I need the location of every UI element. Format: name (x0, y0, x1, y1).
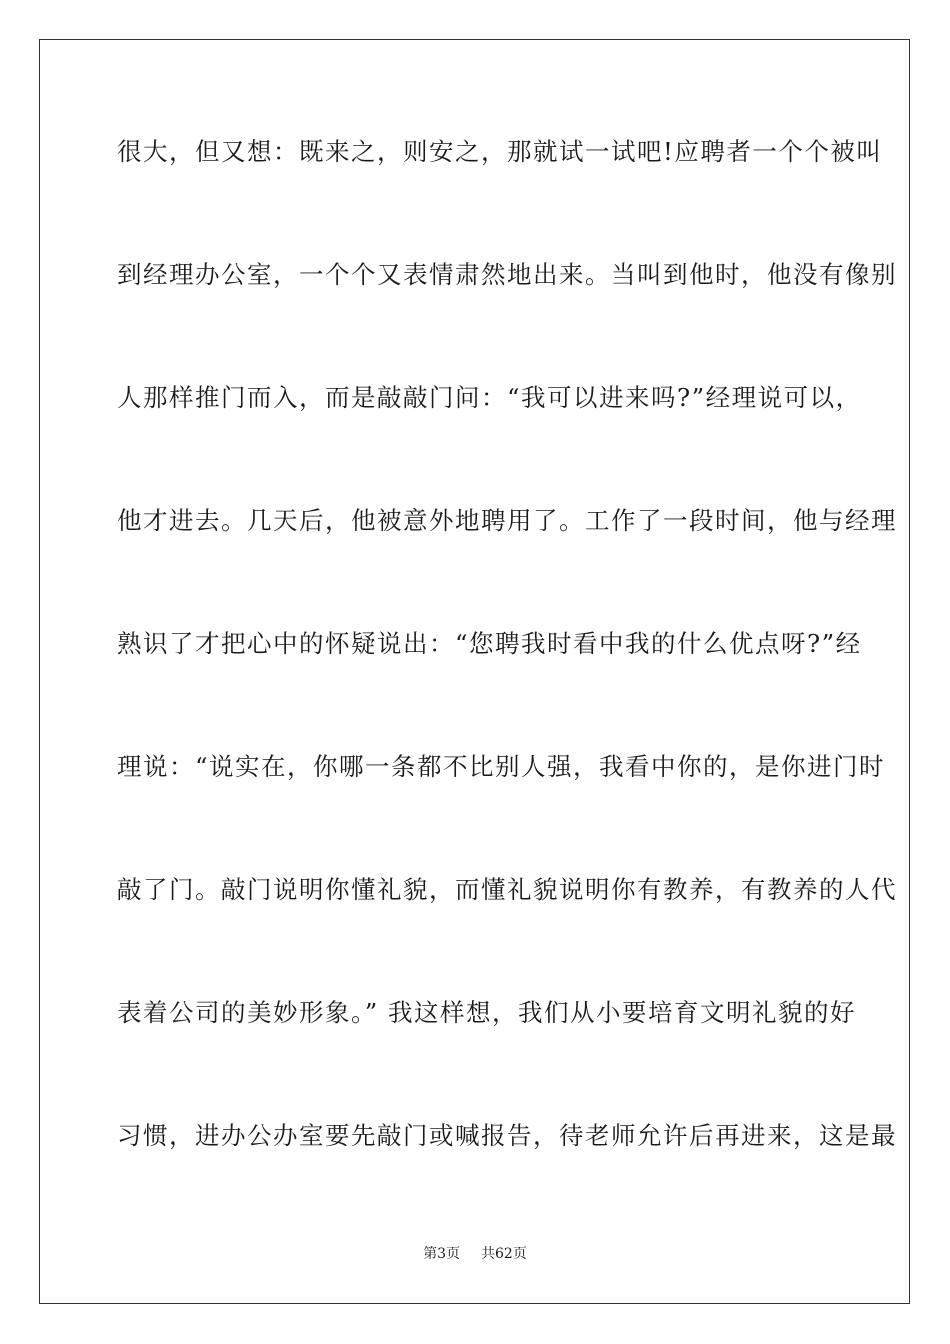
paragraph-line: 到经理办公室，一个个又表情肃然地出来。当叫到他时，他没有像别 (117, 260, 897, 289)
paragraph-line: 敲了门。敲门说明你懂礼貌，而懂礼貌说明你有教养，有教养的人代 (117, 875, 897, 904)
paragraph-line: 表着公司的美妙形象。” 我这样想，我们从小要培育文明礼貌的好 (117, 998, 857, 1027)
paragraph-line: 他才进去。几天后，他被意外地聘用了。工作了一段时间，他与经理 (117, 506, 897, 535)
page-footer (0, 1244, 950, 1264)
paragraph-line: 很大，但又想：既来之，则安之，那就试一试吧!应聘者一个个被叫 (117, 137, 883, 166)
paragraph-line: 熟识了才把心中的怀疑说出：“您聘我时看中我的什么优点呀?”经 (117, 629, 862, 658)
paragraph-line: 人那样推门而入，而是敲敲门问：“我可以进来吗?”经理说可以， (117, 383, 862, 412)
page-number: 第3页 (423, 1246, 461, 1262)
paragraph-line: 习惯，进办公办室要先敲门或喊报告，待老师允许后再进来，这是最 (117, 1121, 897, 1150)
paragraph-line: 理说：“说实在，你哪一条都不比别人强，我看中你的，是你进门时 (117, 752, 886, 781)
page-total: 共62页 (481, 1246, 527, 1262)
page-border (39, 39, 910, 1304)
